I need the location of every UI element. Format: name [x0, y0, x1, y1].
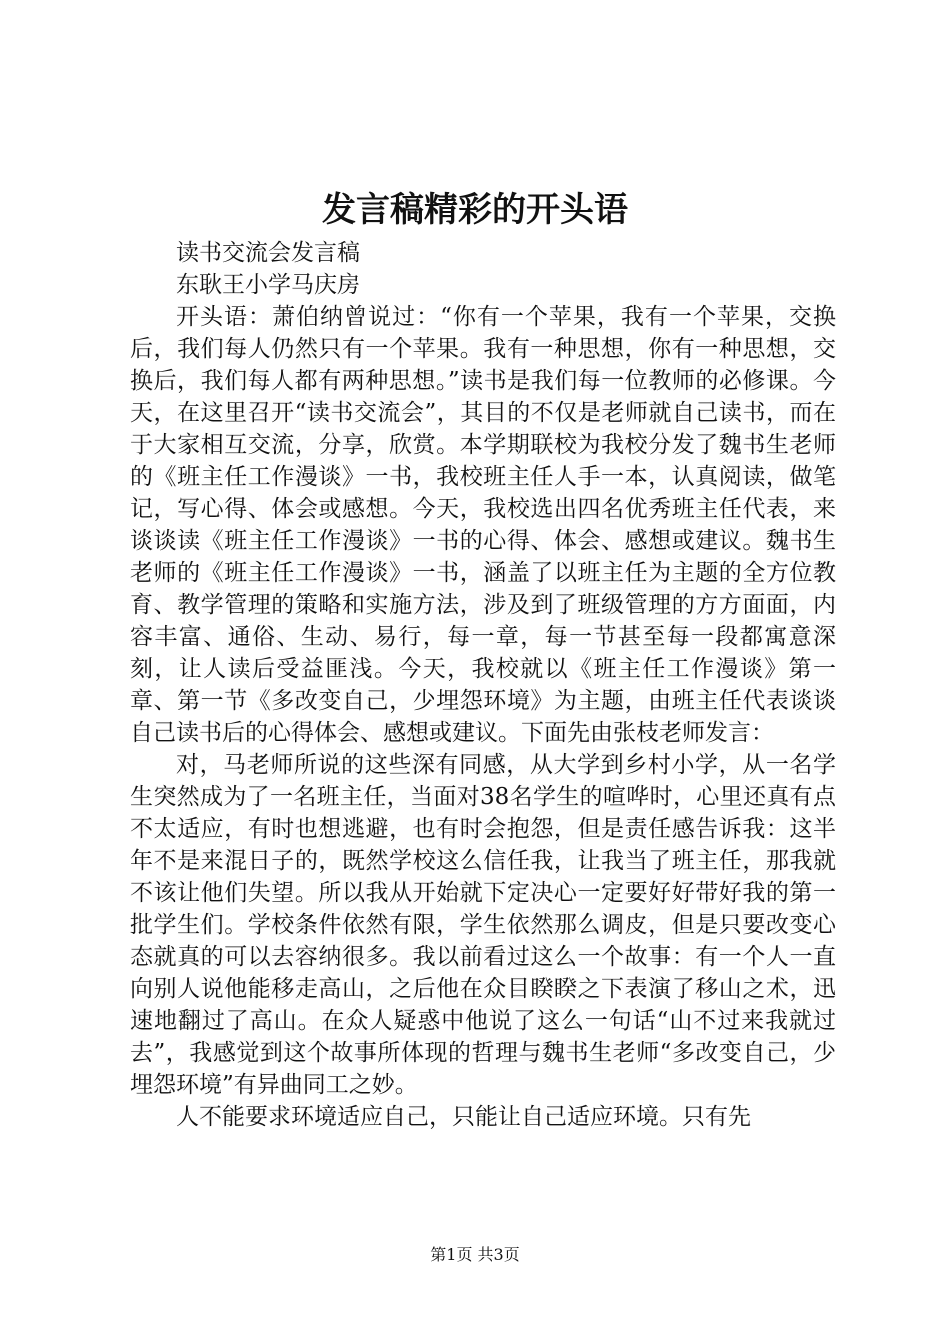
paragraph-opening: 开头语：萧伯纳曾说过：“你有一个苹果，我有一个苹果，交换后，我们每人仍然只有一个苹果。我有一种思想，你有一种思想，交换后，我们每人都有两种思想。”读书是我们每一位教师的必修课。今天，在这里召开“读书交流会”，其目的不仅是老师就自己读书，而在于大家相互交流，分享，欣赏。本学期联校为我校分发了魏书生老师的《班主任工作漫谈》一书，我校班主任人手一本，认真阅读，做笔记，写心得、体会或感想。今天，我校选出四名优秀班主任代表，来谈谈读《班主任工作漫谈》一书的心得、体会、感想或建议。魏书生老师的《班主任工作漫谈》一书，涵盖了以班主任为主题的全方位教育、教学管理的策略和实施方法，涉及到了班级管理的方方面面，内容丰富、通俗、生动、易行，每一章，每一节甚至每一段都寓意深刻，让人读后受益匪浅。今天，我校就以《班主任工作漫谈》第一章、第一节《多改变自己，少埋怨环境》为主题，由班主任代表谈谈自己读书后的心得体会、感想或建议。下面先由张枝老师发言： — [130, 304, 836, 746]
document-title: 发言稿精彩的开头语 — [322, 190, 628, 230]
paragraph-response: 对，马老师所说的这些深有同感，从大学到乡村小学，从一名学生突然成为了一名班主任，当面对38名学生的喧哗时，心里还真有点不太适应，有时也想逃避，也有时会抱怨，但是责任感告诉我：这半年不是来混日子的，既然学校这么信任我，让我当了班主任，那我就不该让他们失望。所以我从开始就下定决心一定要好好带好我的第一批学生们。学校条件依然有限，学生依然那么调皮，但是只要改变心态就真的可以去容纳很多。我以前看过这么一个故事：有一个人一直向别人说他能移走高山，之后他在众目睽睽之下表演了移山之术，迅速地翻过了高山。在众人疑惑中他说了这么一句话“山不过来我就过去”，我感觉到这个故事所体现的哲理与魏书生老师“多改变自己，少埋怨环境”有异曲同工之妙。 — [130, 752, 836, 1098]
paragraph-author: 东耿王小学马庆房 — [176, 272, 360, 298]
paragraph-subtitle: 读书交流会发言稿 — [176, 240, 360, 266]
page-number-footer: 第1页 共3页 — [430, 1245, 520, 1264]
paragraph-continued: 人不能要求环境适应自己，只能让自己适应环境。只有先 — [176, 1104, 751, 1130]
document-body — [130, 237, 836, 1133]
